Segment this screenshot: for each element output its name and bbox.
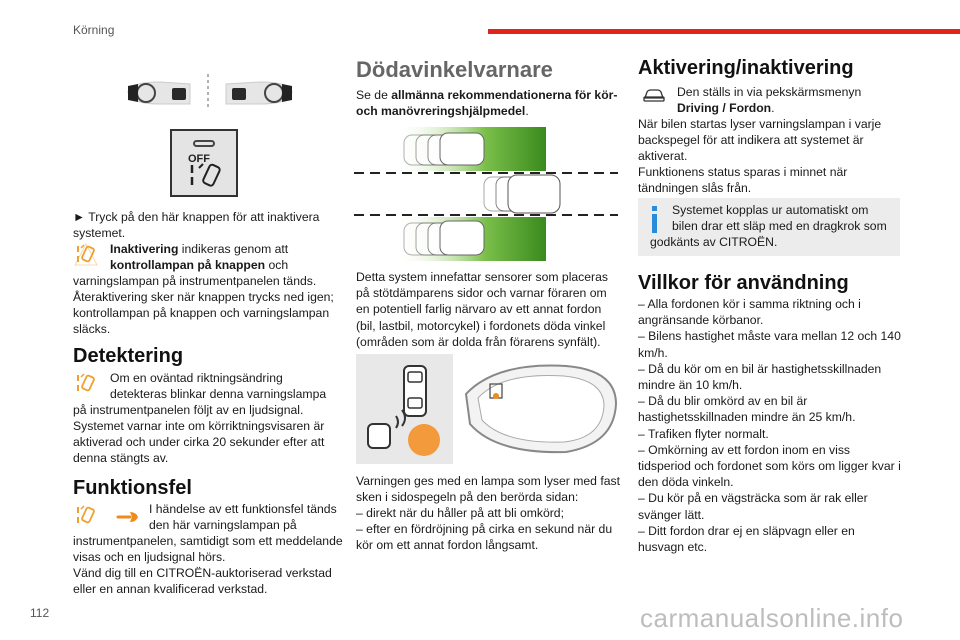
indicator-light	[193, 140, 215, 147]
activation-l2-end: .	[771, 101, 775, 115]
note1-bold: Inaktivering	[110, 242, 179, 256]
condition-item: – Ditt fordon drar ej en släpvagn eller en husvagn etc.	[638, 523, 855, 555]
car-settings-icon	[642, 88, 666, 104]
warning-item-1: – direkt när du håller på att bli omkörd;	[356, 506, 564, 520]
fault-l3: instrumentpanelen, samtidigt som ett meddelande visas och en ljudsignal hörs.	[73, 534, 343, 565]
side-mirror-icon	[456, 354, 620, 464]
detection-note-l1: Om en oväntad riktningsändring	[110, 371, 283, 385]
fault-l4: Vänd dig till en CITROËN-auktoriserad verkstad eller en annan kvalificerad verkstad.	[73, 566, 332, 597]
info-box	[638, 198, 900, 256]
off-label: OFF	[188, 153, 210, 165]
info-l2: bilen drar ett släp med en dragkrok som godkänts av CITROËN.	[650, 219, 887, 250]
steering-wheel-illustration	[120, 70, 300, 114]
activation-p3: Funktionens status sparas i minnet när tändningen slås från.	[638, 165, 848, 196]
condition-item: – Då du blir omkörd av en bil är hastighetsskillnaden mindre än 25 km/h.	[638, 394, 856, 425]
instrument-panel-image	[356, 354, 453, 464]
fault-l1: I händelse av ett funktionsfel tänds	[149, 502, 337, 516]
note-deactivation	[110, 241, 342, 273]
note1-text-c: varningslampan på instrumentpanelen tänds.	[73, 274, 317, 288]
wrench-icon	[116, 510, 140, 524]
activation-menu: Driving / Fordon	[677, 101, 772, 115]
note1-bold2: kontrollampan på knappen	[110, 258, 266, 273]
warning-lamp-icon-2	[73, 371, 99, 397]
condition-item: – Då du kör om en bil är hastighetsskillnaden mindre än 10 km/h.	[638, 361, 882, 393]
instruction-text: ► Tryck på den här knappen för att inaktivera systemet.	[73, 210, 320, 241]
warning-item-2: – efter en fördröjning på cirka en sekund när du kör om ett annat fordon långsamt.	[356, 522, 613, 553]
system-description: Detta system innefattar sensorer som placeras på stötdämparens sidor och varnar föraren om en potentiell farlig närvaro av ett annat fordon (bil, lastbil, motorcykel) i fordonets döda vinkel (områden som är dolda från förarens synfält).	[356, 270, 608, 349]
blind-spot-heading: Dödavinkelvarnare	[356, 57, 553, 82]
intro-bold: allmänna rekommendationerna för kör- och manövreringshjälpmedel	[356, 88, 618, 119]
condition-item: – Bilens hastighet måste vara mellan 12 och 140 km/h.	[638, 329, 901, 360]
page-number: 112	[30, 606, 50, 620]
fault-heading: Funktionsfel	[73, 477, 192, 499]
warning-intro: Varningen ges med en lampa som lyser med fast sken i sidospegeln på den berörda sidan:	[356, 474, 620, 505]
blind-spot-zones-diagram	[354, 125, 618, 261]
detection-note-l3: på instrumentpanelen följt av en ljudsignal.	[73, 403, 304, 417]
info-l1: Systemet kopplas ur automatiskt om	[672, 203, 869, 217]
condition-item: – Omkörning av ett fordon inom en viss tidsperiod och fordonet som körs om ligger kvar i den döda vinkeln.	[638, 442, 901, 490]
detection-note-l2: detekteras blinkar denna varningslampa	[110, 387, 327, 401]
mirror-warning-illustration	[356, 354, 620, 464]
activation-heading: Aktivering/inaktivering	[638, 57, 854, 79]
condition-item: – Du kör på en vägsträcka som är rak eller svänger lätt.	[638, 491, 868, 522]
detection-heading: Detektering	[73, 345, 184, 367]
warning-lamp-icon	[73, 242, 99, 268]
header-red-bar	[488, 29, 960, 34]
blind-spot-car-icon	[186, 161, 226, 191]
section-header: Körning	[73, 23, 115, 37]
condition-item: – Alla fordonen kör i samma riktning och i angränsande körbanor.	[638, 297, 861, 328]
intro-text	[356, 87, 620, 119]
activation-l1: Den ställs in via pekskärmsmenyn	[677, 85, 862, 99]
detection-note-l4: Systemet varnar inte om körriktningsvisaren är aktiverad och under cirka 20 sekunder efter att denna stängts av.	[73, 419, 325, 466]
note1-text-a: indikeras genom att	[178, 242, 289, 256]
note1-text-b: och	[265, 258, 289, 273]
activation-l2-wrap	[677, 100, 775, 116]
activation-p2: När bilen startas lyser varningslampan i varje backspegel för att indikera att systemet är aktiverat.	[638, 117, 882, 164]
fault-l2: den här varningslampan på	[149, 518, 297, 532]
condition-item: – Trafiken flyter normalt.	[638, 426, 769, 441]
watermark: carmanualsonline.info	[640, 603, 904, 633]
conditions-list	[638, 296, 902, 555]
intro-a: Se de	[356, 88, 392, 102]
warning-lamp-icon-3	[73, 503, 99, 529]
conditions-heading: Villkor för användning	[638, 272, 849, 294]
reactivation-text: Återaktivering sker när knappen trycks ned igen; kontrollampan på knappen och varningslampan släcks.	[73, 290, 334, 337]
intro-b: .	[525, 104, 529, 119]
off-button-panel	[170, 129, 238, 197]
